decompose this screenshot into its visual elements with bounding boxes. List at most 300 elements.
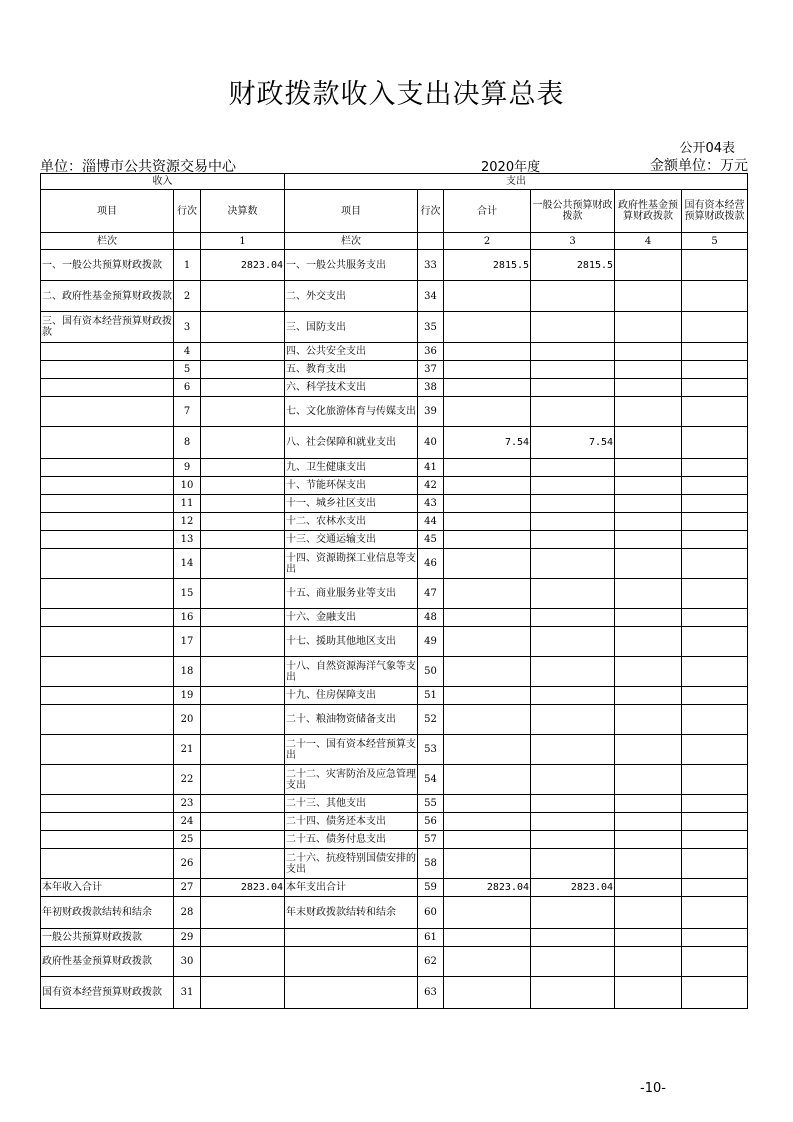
expense-line-cell: 41 bbox=[418, 459, 444, 477]
income-line-cell: 11 bbox=[174, 495, 201, 513]
expense-item-cell: 九、卫生健康支出 bbox=[285, 459, 418, 477]
income-amount-cell bbox=[201, 609, 285, 627]
total-cell bbox=[444, 765, 531, 795]
expense-line-cell: 52 bbox=[418, 705, 444, 735]
income-line-cell: 4 bbox=[174, 343, 201, 361]
income-item-cell: 国有资本经营预算财政拨款 bbox=[41, 977, 174, 1009]
state-capital-cell bbox=[682, 459, 748, 477]
total-cell bbox=[444, 495, 531, 513]
income-amount-cell bbox=[201, 312, 285, 343]
income-line-cell: 12 bbox=[174, 513, 201, 531]
general-budget-cell bbox=[531, 627, 615, 657]
income-line-cell: 6 bbox=[174, 379, 201, 397]
income-line-cell: 31 bbox=[174, 977, 201, 1009]
state-capital-cell bbox=[682, 795, 748, 813]
general-budget-cell bbox=[531, 379, 615, 397]
expense-item-cell: 二十一、国有资本经营预算支出 bbox=[285, 735, 418, 765]
gov-fund-cell bbox=[615, 397, 682, 427]
total-cell bbox=[444, 947, 531, 977]
table-row bbox=[41, 579, 748, 609]
table-row bbox=[41, 813, 748, 831]
income-item-cell: 一、一般公共预算财政拨款 bbox=[41, 250, 174, 281]
expense-line-cell: 59 bbox=[418, 879, 444, 897]
gov-fund-cell bbox=[615, 735, 682, 765]
income-amount-cell bbox=[201, 513, 285, 531]
expense-item-cell: 三、国防支出 bbox=[285, 312, 418, 343]
income-line-cell: 15 bbox=[174, 579, 201, 609]
total-cell bbox=[444, 627, 531, 657]
income-line-cell: 22 bbox=[174, 765, 201, 795]
page-number: -10- bbox=[640, 1081, 666, 1096]
income-line-cell: 25 bbox=[174, 831, 201, 849]
income-item-cell bbox=[41, 579, 174, 609]
general-budget-cell bbox=[531, 477, 615, 495]
col-label-expense: 栏次 bbox=[285, 233, 418, 250]
income-line-cell: 13 bbox=[174, 531, 201, 549]
expense-line-cell: 47 bbox=[418, 579, 444, 609]
total-cell bbox=[444, 281, 531, 312]
expense-line-cell: 43 bbox=[418, 495, 444, 513]
gov-fund-cell bbox=[615, 343, 682, 361]
gov-fund-cell bbox=[615, 477, 682, 495]
general-budget-cell bbox=[531, 765, 615, 795]
general-budget-cell bbox=[531, 795, 615, 813]
expense-line-cell: 62 bbox=[418, 947, 444, 977]
expense-item-cell: 二十、粮油物资储备支出 bbox=[285, 705, 418, 735]
table-row bbox=[41, 929, 748, 947]
expense-item-cell: 十二、农林水支出 bbox=[285, 513, 418, 531]
table-row bbox=[41, 343, 748, 361]
table-row bbox=[41, 831, 748, 849]
general-budget-cell bbox=[531, 947, 615, 977]
income-item-cell: 三、国有资本经营预算财政拨款 bbox=[41, 312, 174, 343]
final-amount-header: 决算数 bbox=[201, 190, 285, 233]
general-budget-cell: 7.54 bbox=[531, 427, 615, 459]
general-budget-cell bbox=[531, 495, 615, 513]
table-row bbox=[41, 495, 748, 513]
expense-line-cell: 40 bbox=[418, 427, 444, 459]
gov-fund-cell bbox=[615, 531, 682, 549]
gov-fund-cell bbox=[615, 495, 682, 513]
expense-item-cell: 二十三、其他支出 bbox=[285, 795, 418, 813]
budget-table bbox=[40, 173, 748, 1009]
income-item-cell bbox=[41, 427, 174, 459]
expense-line-cell: 53 bbox=[418, 735, 444, 765]
general-budget-cell bbox=[531, 813, 615, 831]
expense-line-cell: 56 bbox=[418, 813, 444, 831]
total-cell bbox=[444, 813, 531, 831]
income-amount-cell bbox=[201, 549, 285, 579]
state-capital-cell bbox=[682, 849, 748, 879]
income-item-cell bbox=[41, 627, 174, 657]
total-header: 合计 bbox=[444, 190, 531, 233]
header-row-3 bbox=[41, 233, 748, 250]
income-line-cell: 10 bbox=[174, 477, 201, 495]
gov-fund-cell bbox=[615, 459, 682, 477]
table-row bbox=[41, 250, 748, 281]
state-capital-cell bbox=[682, 609, 748, 627]
income-amount-cell bbox=[201, 735, 285, 765]
expense-item-cell: 二十五、债务付息支出 bbox=[285, 831, 418, 849]
table-row bbox=[41, 735, 748, 765]
expense-line-cell: 46 bbox=[418, 549, 444, 579]
state-capital-cell bbox=[682, 250, 748, 281]
income-amount-cell: 2823.04 bbox=[201, 879, 285, 897]
income-line-header: 行次 bbox=[174, 190, 201, 233]
total-cell bbox=[444, 929, 531, 947]
expense-item-cell: 六、科学技术支出 bbox=[285, 379, 418, 397]
general-budget-cell: 2815.5 bbox=[531, 250, 615, 281]
total-cell bbox=[444, 459, 531, 477]
gov-fund-cell bbox=[615, 312, 682, 343]
income-line-cell: 16 bbox=[174, 609, 201, 627]
general-budget-cell bbox=[531, 735, 615, 765]
gov-fund-cell bbox=[615, 765, 682, 795]
state-capital-cell bbox=[682, 379, 748, 397]
expense-item-cell: 十四、资源勘探工业信息等支出 bbox=[285, 549, 418, 579]
total-cell bbox=[444, 513, 531, 531]
expense-line-cell: 55 bbox=[418, 795, 444, 813]
table-row bbox=[41, 627, 748, 657]
income-item-cell bbox=[41, 813, 174, 831]
expense-line-cell: 54 bbox=[418, 765, 444, 795]
income-amount-cell bbox=[201, 687, 285, 705]
income-item-cell bbox=[41, 609, 174, 627]
col-num-1: 1 bbox=[201, 233, 285, 250]
general-budget-cell bbox=[531, 459, 615, 477]
income-line-cell: 7 bbox=[174, 397, 201, 427]
income-amount-cell bbox=[201, 495, 285, 513]
general-budget-cell bbox=[531, 687, 615, 705]
income-amount-cell bbox=[201, 705, 285, 735]
general-budget-cell: 2823.04 bbox=[531, 879, 615, 897]
income-line-cell: 28 bbox=[174, 897, 201, 929]
expense-item-cell: 五、教育支出 bbox=[285, 361, 418, 379]
total-cell bbox=[444, 977, 531, 1009]
expense-item-cell: 四、公共安全支出 bbox=[285, 343, 418, 361]
expense-item-cell: 十九、住房保障支出 bbox=[285, 687, 418, 705]
total-cell bbox=[444, 687, 531, 705]
income-item-cell bbox=[41, 687, 174, 705]
income-amount-cell bbox=[201, 831, 285, 849]
expense-line-cell: 45 bbox=[418, 531, 444, 549]
total-cell bbox=[444, 705, 531, 735]
expense-line-cell: 50 bbox=[418, 657, 444, 687]
total-cell bbox=[444, 397, 531, 427]
gov-fund-cell bbox=[615, 977, 682, 1009]
table-row bbox=[41, 361, 748, 379]
gov-fund-cell bbox=[615, 609, 682, 627]
income-line-cell: 21 bbox=[174, 735, 201, 765]
income-item-cell: 本年收入合计 bbox=[41, 879, 174, 897]
table-row bbox=[41, 477, 748, 495]
form-code: 公开04表 bbox=[679, 141, 735, 156]
total-cell: 2815.5 bbox=[444, 250, 531, 281]
state-capital-cell bbox=[682, 397, 748, 427]
gov-fund-cell bbox=[615, 929, 682, 947]
gov-fund-cell bbox=[615, 813, 682, 831]
expense-line-cell: 36 bbox=[418, 343, 444, 361]
expense-line-cell: 39 bbox=[418, 397, 444, 427]
expense-line-cell: 58 bbox=[418, 849, 444, 879]
state-capital-cell bbox=[682, 897, 748, 929]
gov-fund-cell bbox=[615, 627, 682, 657]
income-header: 收入 bbox=[41, 174, 285, 190]
general-budget-cell bbox=[531, 513, 615, 531]
state-capital-cell bbox=[682, 495, 748, 513]
gov-fund-cell bbox=[615, 657, 682, 687]
expense-item-cell: 十、节能环保支出 bbox=[285, 477, 418, 495]
expense-item-cell: 本年支出合计 bbox=[285, 879, 418, 897]
general-budget-cell bbox=[531, 343, 615, 361]
income-item-cell bbox=[41, 657, 174, 687]
col-label-income: 栏次 bbox=[41, 233, 174, 250]
money-unit: 金额单位：万元 bbox=[650, 158, 748, 174]
income-line-cell: 3 bbox=[174, 312, 201, 343]
gov-fund-cell bbox=[615, 897, 682, 929]
gov-fund-cell bbox=[615, 879, 682, 897]
expense-item-cell: 年末财政拨款结转和结余 bbox=[285, 897, 418, 929]
gov-fund-cell bbox=[615, 795, 682, 813]
general-budget-cell bbox=[531, 977, 615, 1009]
gov-fund-header: 政府性基金预算财政拨款 bbox=[615, 190, 682, 233]
expense-line-cell: 33 bbox=[418, 250, 444, 281]
state-capital-cell bbox=[682, 977, 748, 1009]
income-item-cell bbox=[41, 531, 174, 549]
income-item-cell bbox=[41, 379, 174, 397]
expense-item-cell: 二十二、灾害防治及应急管理支出 bbox=[285, 765, 418, 795]
income-item-cell bbox=[41, 459, 174, 477]
expense-item-cell bbox=[285, 977, 418, 1009]
state-capital-cell bbox=[682, 427, 748, 459]
table-row bbox=[41, 312, 748, 343]
expense-item-cell: 一、一般公共服务支出 bbox=[285, 250, 418, 281]
expense-item-cell: 七、文化旅游体育与传媒支出 bbox=[285, 397, 418, 427]
income-amount-cell bbox=[201, 427, 285, 459]
income-amount-cell: 2823.04 bbox=[201, 250, 285, 281]
expense-header: 支出 bbox=[285, 174, 748, 190]
gov-fund-cell bbox=[615, 687, 682, 705]
income-line-cell: 8 bbox=[174, 427, 201, 459]
expense-item-cell: 十五、商业服务业等支出 bbox=[285, 579, 418, 609]
state-capital-cell bbox=[682, 735, 748, 765]
table-row bbox=[41, 705, 748, 735]
expense-line-cell: 63 bbox=[418, 977, 444, 1009]
state-capital-cell bbox=[682, 947, 748, 977]
income-line-cell: 5 bbox=[174, 361, 201, 379]
income-amount-cell bbox=[201, 849, 285, 879]
income-amount-cell bbox=[201, 795, 285, 813]
general-budget-cell bbox=[531, 549, 615, 579]
income-item-cell bbox=[41, 795, 174, 813]
expense-line-cell: 57 bbox=[418, 831, 444, 849]
total-cell bbox=[444, 897, 531, 929]
gov-fund-cell bbox=[615, 549, 682, 579]
income-amount-cell bbox=[201, 977, 285, 1009]
general-budget-cell bbox=[531, 705, 615, 735]
expense-item-cell: 二十六、抗疫特别国债安排的支出 bbox=[285, 849, 418, 879]
table-row bbox=[41, 657, 748, 687]
table-row bbox=[41, 879, 748, 897]
gov-fund-cell bbox=[615, 379, 682, 397]
state-capital-cell bbox=[682, 579, 748, 609]
expense-item-cell: 十七、援助其他地区支出 bbox=[285, 627, 418, 657]
income-line-cell: 24 bbox=[174, 813, 201, 831]
expense-item-cell: 二十四、债务还本支出 bbox=[285, 813, 418, 831]
table-row bbox=[41, 897, 748, 929]
total-cell bbox=[444, 312, 531, 343]
table-row bbox=[41, 459, 748, 477]
income-line-cell: 30 bbox=[174, 947, 201, 977]
table-row bbox=[41, 687, 748, 705]
state-capital-cell bbox=[682, 831, 748, 849]
total-cell bbox=[444, 379, 531, 397]
income-item-cell bbox=[41, 765, 174, 795]
income-item-cell bbox=[41, 849, 174, 879]
table-row bbox=[41, 977, 748, 1009]
income-amount-cell bbox=[201, 477, 285, 495]
table-row bbox=[41, 849, 748, 879]
general-budget-cell bbox=[531, 361, 615, 379]
gov-fund-cell bbox=[615, 513, 682, 531]
income-item-cell: 政府性基金预算财政拨款 bbox=[41, 947, 174, 977]
income-item-cell bbox=[41, 705, 174, 735]
income-amount-cell bbox=[201, 657, 285, 687]
gov-fund-cell bbox=[615, 705, 682, 735]
total-cell bbox=[444, 609, 531, 627]
table-row bbox=[41, 765, 748, 795]
general-budget-cell bbox=[531, 281, 615, 312]
table-row bbox=[41, 379, 748, 397]
expense-item-cell: 二、外交支出 bbox=[285, 281, 418, 312]
expense-line-cell: 42 bbox=[418, 477, 444, 495]
table-row bbox=[41, 397, 748, 427]
fiscal-year: 2020年度 bbox=[481, 160, 541, 175]
income-item-cell bbox=[41, 477, 174, 495]
header-row-2 bbox=[41, 190, 748, 233]
state-capital-cell bbox=[682, 705, 748, 735]
gov-fund-cell bbox=[615, 579, 682, 609]
income-item-cell: 一般公共预算财政拨款 bbox=[41, 929, 174, 947]
unit-label: 单位：淄博市公共资源交易中心 bbox=[40, 159, 236, 175]
table-row bbox=[41, 947, 748, 977]
gov-fund-cell bbox=[615, 831, 682, 849]
total-cell bbox=[444, 361, 531, 379]
income-amount-cell bbox=[201, 281, 285, 312]
col-num-2: 2 bbox=[444, 233, 531, 250]
gov-fund-cell bbox=[615, 361, 682, 379]
income-item-cell bbox=[41, 735, 174, 765]
income-item-cell bbox=[41, 495, 174, 513]
expense-line-cell: 61 bbox=[418, 929, 444, 947]
income-line-cell: 17 bbox=[174, 627, 201, 657]
state-capital-cell bbox=[682, 879, 748, 897]
table-row bbox=[41, 427, 748, 459]
income-amount-cell bbox=[201, 947, 285, 977]
expense-item-cell bbox=[285, 929, 418, 947]
state-capital-cell bbox=[682, 657, 748, 687]
general-budget-cell bbox=[531, 312, 615, 343]
total-cell: 7.54 bbox=[444, 427, 531, 459]
expense-line-cell: 35 bbox=[418, 312, 444, 343]
income-item-cell bbox=[41, 513, 174, 531]
income-amount-cell bbox=[201, 813, 285, 831]
income-item-cell bbox=[41, 397, 174, 427]
state-capital-cell bbox=[682, 361, 748, 379]
total-cell bbox=[444, 795, 531, 813]
total-cell bbox=[444, 531, 531, 549]
income-line-cell: 14 bbox=[174, 549, 201, 579]
expense-line-cell: 51 bbox=[418, 687, 444, 705]
gov-fund-cell bbox=[615, 281, 682, 312]
col-num-3: 3 bbox=[531, 233, 615, 250]
table-row bbox=[41, 281, 748, 312]
expense-line-cell: 37 bbox=[418, 361, 444, 379]
income-amount-cell bbox=[201, 579, 285, 609]
expense-item-cell: 十六、金融支出 bbox=[285, 609, 418, 627]
income-item-cell: 二、政府性基金预算财政拨款 bbox=[41, 281, 174, 312]
gov-fund-cell bbox=[615, 849, 682, 879]
income-line-cell: 1 bbox=[174, 250, 201, 281]
expense-item-cell: 十一、城乡社区支出 bbox=[285, 495, 418, 513]
state-capital-cell bbox=[682, 687, 748, 705]
state-capital-cell bbox=[682, 531, 748, 549]
general-budget-header: 一般公共预算财政拨款 bbox=[531, 190, 615, 233]
state-capital-cell bbox=[682, 549, 748, 579]
general-budget-cell bbox=[531, 897, 615, 929]
expense-item-cell: 八、社会保障和就业支出 bbox=[285, 427, 418, 459]
expense-item-cell bbox=[285, 947, 418, 977]
income-amount-cell bbox=[201, 459, 285, 477]
col-num-4: 4 bbox=[615, 233, 682, 250]
page-title: 财政拨款收入支出决算总表 bbox=[228, 79, 565, 110]
income-amount-cell bbox=[201, 531, 285, 549]
table-row bbox=[41, 549, 748, 579]
total-cell bbox=[444, 849, 531, 879]
total-cell: 2823.04 bbox=[444, 879, 531, 897]
expense-line-cell: 38 bbox=[418, 379, 444, 397]
total-cell bbox=[444, 579, 531, 609]
expense-item-cell: 十八、自然资源海洋气象等支出 bbox=[285, 657, 418, 687]
income-line-cell: 27 bbox=[174, 879, 201, 897]
state-capital-header: 国有资本经营预算财政拨款 bbox=[682, 190, 748, 233]
total-cell bbox=[444, 735, 531, 765]
income-amount-cell bbox=[201, 765, 285, 795]
general-budget-cell bbox=[531, 579, 615, 609]
expense-line-cell: 48 bbox=[418, 609, 444, 627]
expense-line-cell: 49 bbox=[418, 627, 444, 657]
state-capital-cell bbox=[682, 477, 748, 495]
general-budget-cell bbox=[531, 929, 615, 947]
income-amount-cell bbox=[201, 897, 285, 929]
income-line-cell: 18 bbox=[174, 657, 201, 687]
income-item-header: 项目 bbox=[41, 190, 174, 233]
income-line-cell: 23 bbox=[174, 795, 201, 813]
total-cell bbox=[444, 657, 531, 687]
income-line-cell: 19 bbox=[174, 687, 201, 705]
table-row bbox=[41, 609, 748, 627]
gov-fund-cell bbox=[615, 427, 682, 459]
general-budget-cell bbox=[531, 657, 615, 687]
income-line-cell: 29 bbox=[174, 929, 201, 947]
income-line-cell: 2 bbox=[174, 281, 201, 312]
total-cell bbox=[444, 343, 531, 361]
expense-item-cell: 十三、交通运输支出 bbox=[285, 531, 418, 549]
total-cell bbox=[444, 549, 531, 579]
income-item-cell: 年初财政拨款结转和结余 bbox=[41, 897, 174, 929]
state-capital-cell bbox=[682, 513, 748, 531]
expense-line-cell: 60 bbox=[418, 897, 444, 929]
